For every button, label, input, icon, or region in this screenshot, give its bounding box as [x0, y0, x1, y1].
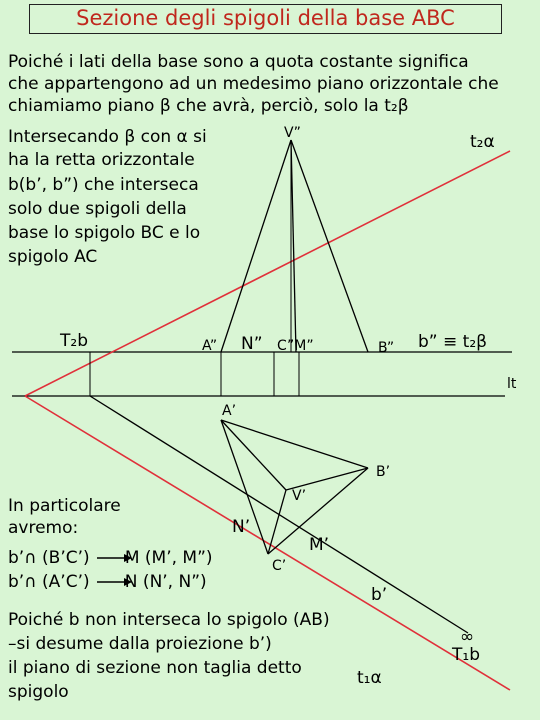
label-t2b: T₂b: [60, 331, 88, 351]
particular-line-4-text: b’∩ (A’C’) N (N’, N”): [8, 572, 207, 592]
particular-line-4: [8, 572, 207, 593]
label-b2: B”: [378, 340, 395, 356]
conclusion-line-1: Poiché b non interseca lo spigolo (AB): [8, 610, 330, 630]
intro-line-2: che appartengono ad un medesimo piano orizzontale che: [8, 74, 499, 94]
label-b1-line: b’: [371, 585, 388, 605]
particular-line-1: In particolare: [8, 496, 121, 516]
intro-line-6: b(b’, b”) che interseca: [8, 175, 199, 195]
label-v2: V”: [284, 125, 301, 141]
section-line-b1: [90, 396, 468, 633]
intro-line-9: spigolo AC: [8, 247, 98, 267]
label-t1a: t₁α: [357, 668, 382, 688]
label-b2-equiv: b” ≡ t₂β: [418, 332, 487, 352]
intro-line-8: base lo spigolo BC e lo: [8, 223, 201, 243]
intro-line-1: Poiché i lati della base sono a quota costante significa: [8, 52, 469, 72]
label-t1b: T₁b: [452, 645, 480, 665]
label-n1: N’: [232, 517, 251, 537]
label-n2: N”: [241, 334, 263, 354]
particular-line-3: [8, 548, 213, 569]
label-v1: V’: [292, 488, 307, 504]
edge-va-front: [221, 140, 291, 352]
edge-vb-front: [291, 140, 368, 352]
particular-line-2: avremo:: [8, 518, 79, 538]
label-a2: A”: [202, 338, 218, 354]
label-t2a: t₂α: [470, 132, 495, 152]
intro-line-4: Intersecando β con α si: [8, 127, 207, 147]
label-infinity: ∞: [460, 627, 475, 647]
edge-vc-plan: [268, 490, 286, 554]
intro-line-5: ha la retta orizzontale: [8, 150, 195, 170]
conclusion-line-2: –si desume dalla proiezione b’): [8, 634, 272, 654]
label-b1: B’: [376, 464, 391, 480]
conclusion-line-3: il piano di sezione non taglia detto: [8, 658, 302, 678]
label-lt: lt: [507, 376, 517, 392]
edge-vc-front: [291, 140, 296, 352]
intro-line-7: solo due spigoli della: [8, 199, 187, 219]
conclusion-line-4: spigolo: [8, 682, 69, 702]
particular-line-3-text: b’∩ (B’C’) M (M’, M”): [8, 548, 213, 568]
label-m1: M’: [309, 535, 330, 555]
label-c1: C’: [272, 558, 287, 574]
page-title: Sezione degli spigoli della base ABC: [29, 4, 502, 34]
label-c2m2: C”M”: [277, 338, 314, 354]
label-a1: A’: [222, 403, 237, 419]
intro-line-3: chiamiamo piano β che avrà, perciò, solo la t₂β: [8, 96, 409, 116]
